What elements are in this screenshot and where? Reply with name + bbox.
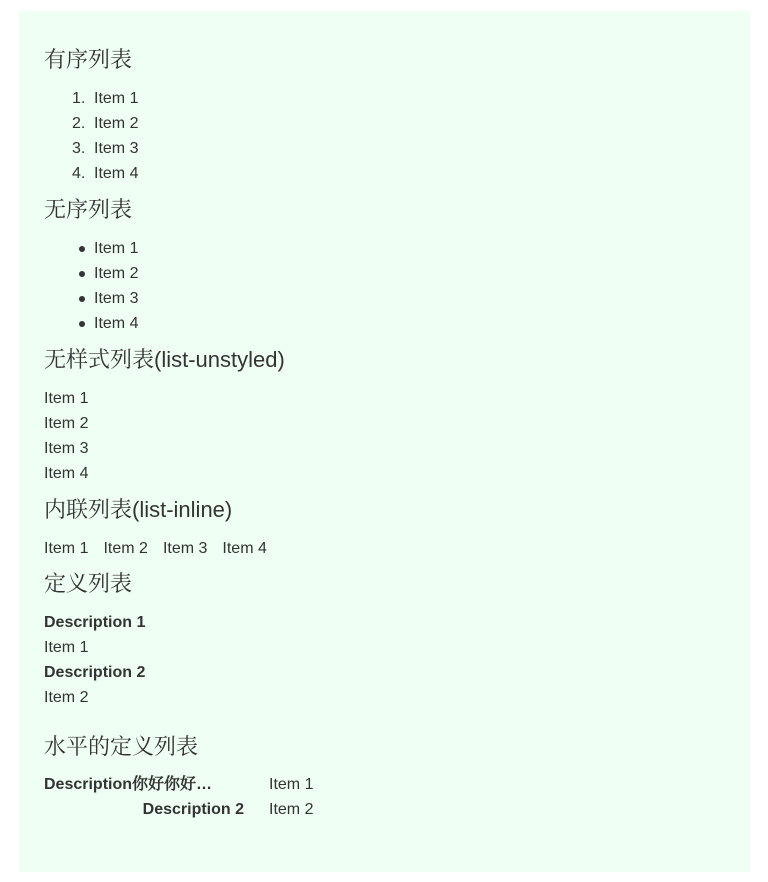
list-item-label: Item 1 [94, 90, 139, 107]
list-item-label: Item 2 [94, 265, 139, 282]
unordered-list-heading: 无序列表 [44, 197, 133, 222]
list-item: Item 3 [44, 440, 89, 457]
list-item-label: Item 4 [94, 315, 139, 332]
content-panel [19, 11, 750, 872]
unordered-list [44, 236, 138, 336]
list-item [44, 161, 138, 186]
definition-description: Item 1 [44, 639, 89, 656]
list-item-label: Item 3 [94, 140, 139, 157]
bullet-icon [79, 321, 85, 327]
list-number: 3. [72, 140, 86, 157]
list-item [44, 311, 138, 336]
list-item [44, 136, 138, 161]
inline-list [44, 536, 282, 561]
list-item: Item 4 [44, 465, 89, 482]
list-item: Item 1 [44, 540, 89, 557]
list-item [44, 86, 138, 111]
list-item: Item 4 [222, 540, 267, 557]
definition-term: Description你好你好… [44, 776, 213, 793]
horizontal-definition-list [44, 772, 444, 822]
unstyled-list-heading: 无样式列表(list-unstyled) [44, 347, 285, 372]
list-number: 1. [72, 90, 86, 107]
horizontal-definition-list-heading: 水平的定义列表 [44, 734, 199, 759]
definition-list-heading: 定义列表 [44, 571, 133, 596]
definition-list [44, 610, 145, 710]
horizontal-definition-row [44, 797, 444, 822]
list-item [44, 111, 138, 136]
ordered-list-heading: 有序列表 [44, 47, 133, 72]
list-item: Item 2 [103, 540, 148, 557]
bullet-icon [79, 246, 85, 252]
list-item-label: Item 4 [94, 165, 139, 182]
list-item-label: Item 2 [94, 115, 139, 132]
definition-description: Item 2 [44, 689, 89, 706]
list-item: Item 1 [44, 390, 89, 407]
bullet-icon [79, 271, 85, 277]
definition-description: Item 1 [269, 776, 314, 793]
list-item [44, 286, 138, 311]
unstyled-list [44, 386, 88, 486]
ordered-list [44, 86, 138, 186]
list-number: 2. [72, 115, 86, 132]
definition-description: Item 2 [269, 801, 314, 818]
list-item: Item 2 [44, 415, 89, 432]
inline-list-heading: 内联列表(list-inline) [44, 497, 233, 522]
list-number: 4. [72, 165, 86, 182]
list-item [44, 261, 138, 286]
list-item: Item 3 [162, 540, 208, 557]
bullet-icon [79, 296, 85, 302]
list-item-label: Item 3 [94, 290, 139, 307]
definition-term: Description 1 [44, 614, 146, 631]
definition-term: Description 2 [142, 801, 244, 818]
list-item [44, 236, 138, 261]
list-item-label: Item 1 [94, 240, 139, 257]
horizontal-definition-row [44, 772, 444, 797]
definition-term: Description 2 [44, 664, 146, 681]
